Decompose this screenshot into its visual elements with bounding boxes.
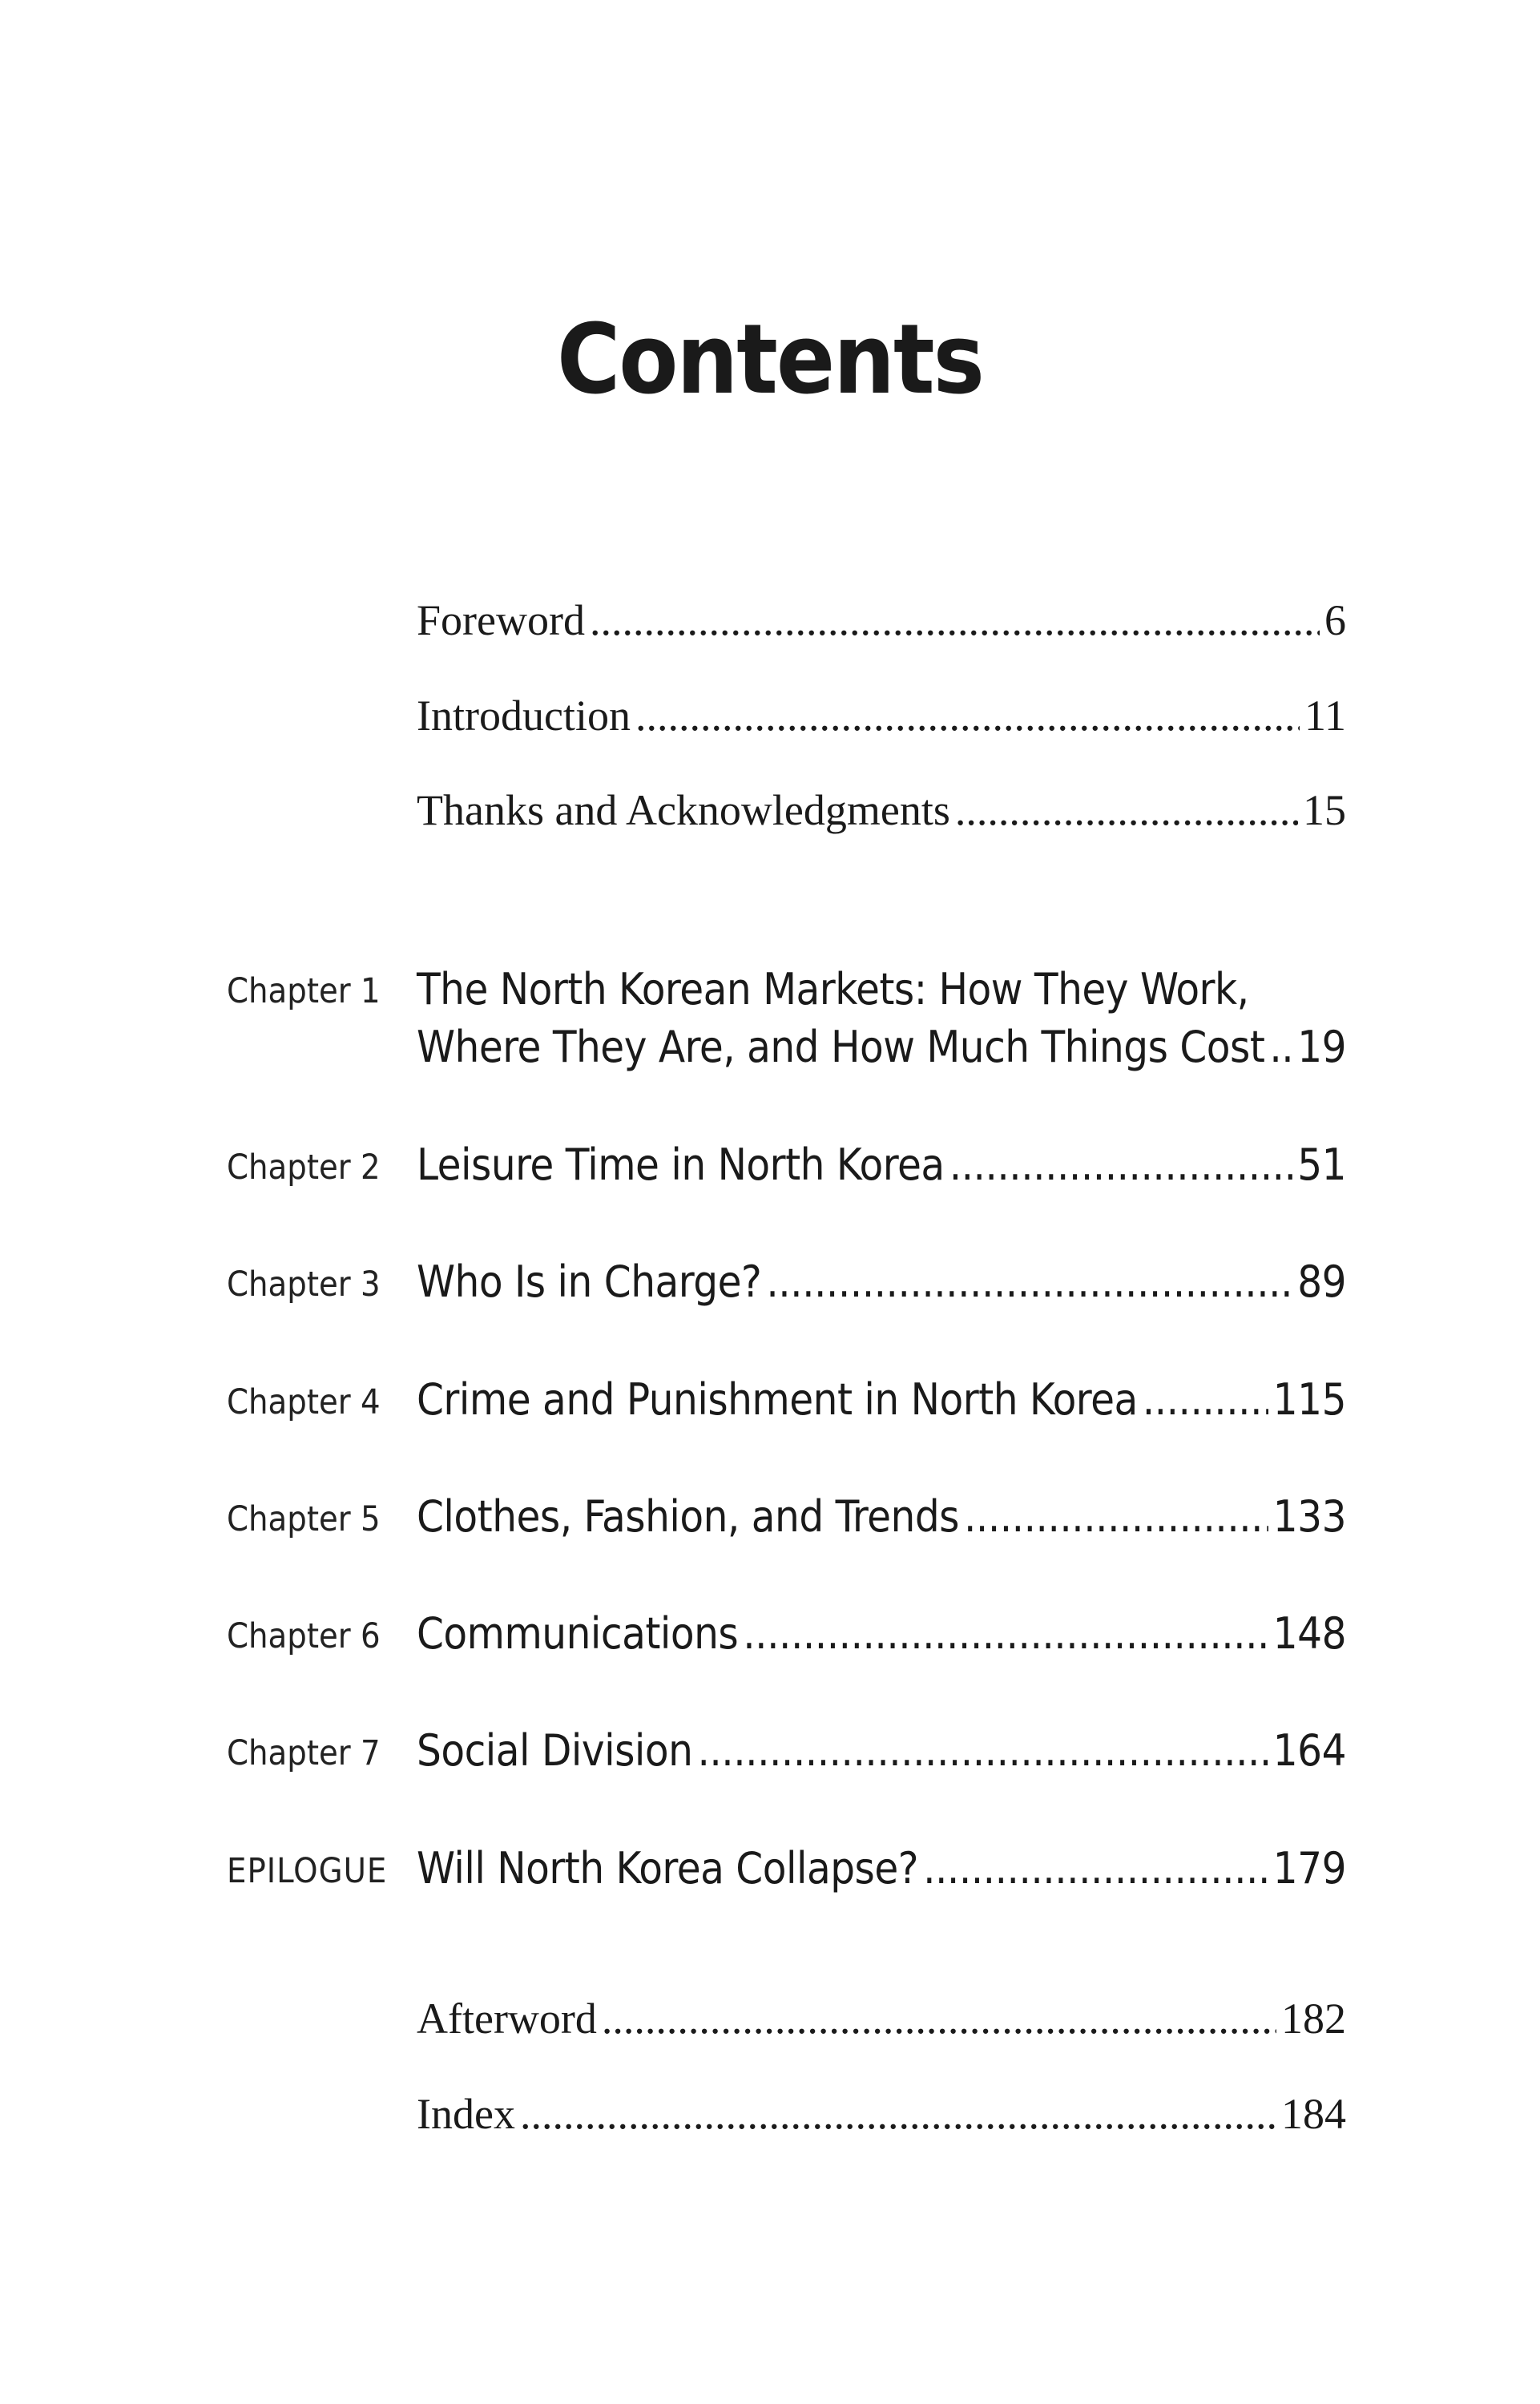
toc-entry-chapter-5[interactable] xyxy=(417,1489,1346,1545)
toc-entry-page: 164 xyxy=(1272,1725,1346,1776)
page-title: Contents xyxy=(557,305,983,416)
chapter-label: Chapter 7 xyxy=(227,1733,381,1773)
toc-entry-chapter-7[interactable] xyxy=(417,1723,1346,1779)
dot-leader xyxy=(635,690,1300,741)
toc-entry-title: Introduction xyxy=(417,692,631,740)
dot-leader xyxy=(697,1723,1268,1779)
toc-entry-title: Clothes, Fashion, and Trends xyxy=(417,1491,959,1542)
chapter-label: Chapter 5 xyxy=(227,1499,381,1539)
toc-entry-foreword[interactable] xyxy=(417,595,1346,646)
dot-leader xyxy=(520,2088,1276,2140)
toc-entry-title-line1[interactable]: The North Korean Markets: How They Work, xyxy=(417,964,1249,1014)
toc-entry-title: Foreword xyxy=(417,596,585,644)
epilogue-label: EPILOGUE xyxy=(227,1851,388,1891)
toc-entry-chapter-1[interactable] xyxy=(417,1019,1346,1075)
toc-entry-chapter-2[interactable] xyxy=(417,1137,1346,1193)
toc-entry-title: Afterword xyxy=(417,1995,597,2043)
toc-entry-thanks[interactable] xyxy=(417,785,1346,836)
toc-entry-introduction[interactable] xyxy=(417,690,1346,741)
toc-entry-title: Leisure Time in North Korea xyxy=(417,1139,945,1190)
toc-entry-title: Thanks and Acknowledgments xyxy=(417,786,950,834)
dot-leader xyxy=(964,1489,1268,1545)
chapter-label: Chapter 1 xyxy=(227,971,381,1011)
toc-entry-page: 11 xyxy=(1304,692,1346,740)
toc-entry-title: Communications xyxy=(417,1608,739,1659)
dot-leader xyxy=(602,1993,1276,2044)
toc-entry-title: Who Is in Charge? xyxy=(417,1256,762,1307)
chapter-label: Chapter 3 xyxy=(227,1265,381,1305)
toc-entry-page: 89 xyxy=(1297,1256,1346,1307)
toc-entry-title: Will North Korea Collapse? xyxy=(417,1843,919,1894)
toc-entry-afterword[interactable] xyxy=(417,1993,1346,2044)
dot-leader xyxy=(955,785,1298,836)
toc-entry-page: 15 xyxy=(1303,786,1346,834)
chapter-label: Chapter 6 xyxy=(227,1616,381,1656)
toc-entry-page: 184 xyxy=(1281,2090,1346,2138)
toc-entry-page: 51 xyxy=(1297,1139,1346,1190)
toc-entry-page: 148 xyxy=(1272,1608,1346,1659)
toc-entry-title: Social Division xyxy=(417,1725,693,1776)
toc-entry-page: 6 xyxy=(1324,596,1346,644)
dot-leader xyxy=(590,595,1320,646)
toc-entry-page: 115 xyxy=(1272,1374,1346,1425)
toc-entry-title: Index xyxy=(417,2090,515,2138)
toc-entry-chapter-6[interactable] xyxy=(417,1606,1346,1662)
toc-entry-index[interactable] xyxy=(417,2088,1346,2140)
dot-leader xyxy=(949,1137,1293,1193)
toc-entry-title: Crime and Punishment in North Korea xyxy=(417,1374,1138,1425)
toc-entry-chapter-3[interactable] xyxy=(417,1254,1346,1310)
dot-leader xyxy=(766,1254,1292,1310)
toc-entry-epilogue[interactable] xyxy=(417,1841,1346,1897)
dot-leader xyxy=(743,1606,1268,1662)
dot-leader xyxy=(923,1841,1268,1897)
toc-entry-page: 19 xyxy=(1297,1022,1346,1072)
dot-leader xyxy=(1269,1019,1292,1075)
chapter-label: Chapter 4 xyxy=(227,1382,381,1422)
toc-entry-page: 182 xyxy=(1281,1995,1346,2043)
dot-leader xyxy=(1143,1372,1268,1428)
toc-entry-chapter-4[interactable] xyxy=(417,1372,1346,1428)
chapter-label: Chapter 2 xyxy=(227,1148,381,1188)
toc-entry-page: 133 xyxy=(1272,1491,1346,1542)
toc-entry-title-line2: Where They Are, and How Much Things Cost xyxy=(417,1022,1265,1072)
toc-entry-page: 179 xyxy=(1272,1843,1346,1894)
